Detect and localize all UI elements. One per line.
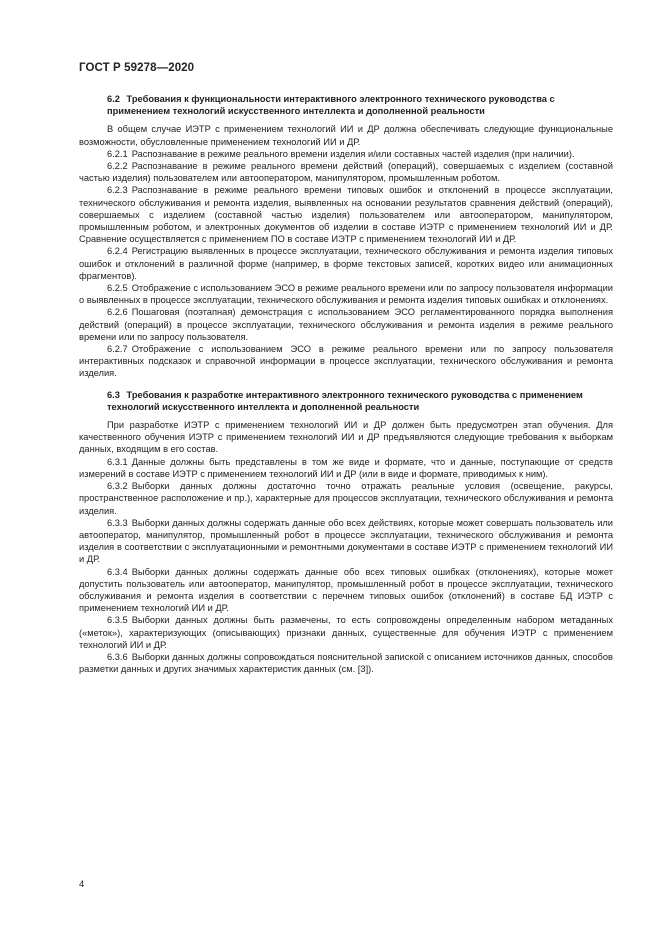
clause-paragraph: [79, 480, 613, 517]
clause-paragraph: [79, 456, 613, 480]
clause-text: Регистрацию выявленных в процессе эксплуатации, технического обслуживания и ремонта изделия типовых ошибок и отклонений в различной форме (например, в форме текстовых записей, коротких видео или анимационных фрагментов).: [79, 246, 613, 281]
clause-number: 6.2.4: [107, 246, 128, 257]
section-title: [79, 93, 613, 117]
clause-number: 6.2.5: [107, 283, 128, 294]
section-intro: При разработке ИЭТР с применением технологий ИИ и ДР должен быть предусмотрен этап обучения. Для качественного обучения ИЭТР с применением технологий ИИ и ДР предъявляются следующие требования к выборкам данных, входящим в его состав.: [79, 420, 613, 455]
clause-text: Выборки данных должны содержать данные обо всех действиях, которые может совершать пользователь или автооператор, манипулятор, промышленный робот в процессе эксплуатации, технического обслуживания и ремонта изделия в соответствии с эксплуатационными и ремонтными документами в составе ИЭТР с применением технологий ИИ и ДР.: [79, 517, 613, 565]
clause-text: Отображение с использованием ЭСО в режиме реального времени или по запросу пользователя информации о выявленных в процессе эксплуатации, технического обслуживания и ремонта изделия типовых ошибках и отклонениях.: [79, 283, 613, 306]
clause-paragraph: [79, 306, 613, 343]
clause-text: Выборки данных должны содержать данные обо всех типовых ошибках (отклонениях), которые может допустить пользователь или автооператор, манипулятор, промышленный робот в процессе эксплуатации, технического обслуживания и ремонта изделия в соответствии с перечнем типовых ошибок (отклонений) в составе БД ИЭТР с применением технологий ИИ и ДР.: [79, 566, 613, 614]
clause-text: Пошаговая (поэтапная) демонстрация с использованием ЭСО регламентированного порядка выполнения действий (операций) в процессе эксплуатации, технического обслуживания и ремонта изделия в режиме реального времени или по запросу пользователя.: [79, 307, 613, 342]
clause-number: 6.3.4: [107, 566, 128, 577]
clause-number: 6.2.1: [107, 148, 128, 159]
clause-number: 6.3.2: [107, 481, 128, 492]
clause-text: Распознавание в режиме реального времени изделия и/или составных частей изделия (при наличии).: [131, 148, 575, 159]
clause-paragraph: [79, 343, 613, 380]
section-number: 6.2: [107, 94, 120, 104]
clause-number: 6.3.3: [107, 517, 128, 528]
clause-number: 6.3.1: [107, 456, 128, 467]
clause-paragraph: [79, 282, 613, 306]
clause-text: Выборки данных должны быть размечены, то есть сопровождены определенным набором метаданных («меток»), характеризующих (описывающих) признаки данных, существенные для обучения ИЭТР с применением технологий ИИ и ДР.: [79, 615, 613, 650]
document-header: ГОСТ Р 59278—2020: [79, 62, 195, 74]
clause-text: Отображение с использованием ЭСО в режиме реального времени или по запросу пользователя интерактивных подсказок и справочной информации в процессе эксплуатации, технического обслуживания и ремонта изделия.: [79, 344, 613, 379]
section-title-text: Требования к разработке интерактивного электронного технического руководства с применением технологий искусственного интеллекта и дополненной реальности: [107, 389, 583, 412]
clause-number: 6.3.6: [107, 651, 128, 662]
clause-paragraph: [79, 160, 613, 184]
page-content: [79, 93, 613, 675]
clause-number: 6.2.3: [107, 185, 128, 196]
page-number: 4: [79, 879, 85, 890]
clause-text: Данные должны быть представлены в том же виде и формате, что и данные, поступающие от средств измерений в составе ИЭТР с применением технологий ИИ и ДР (или в виде и формате, приводимых к ним).: [79, 456, 613, 479]
clause-text: Распознавание в режиме реального времени типовых ошибок и отклонений в процессе эксплуатации, технического обслуживания и ремонта изделия, выявленных на основании результатов сравнения действий (операций), совершаемых с изделием (составной частью изделия) пользователем или автооператором, манипулятором, промышленным роботом, и электронных документов об изделии в составе ИЭТР с применением технологий ИИ и ДР. Сравнение осуществляется с применением ПО в составе ИЭТР с применением технологий ИИ и ДР.: [79, 185, 613, 245]
section-number: 6.3: [107, 389, 120, 400]
clause-paragraph: [79, 614, 613, 651]
clause-number: 6.2.6: [107, 307, 128, 318]
clause-number: 6.2.7: [107, 344, 128, 355]
clause-text: Распознавание в режиме реального времени действий (операций), совершаемых с изделием (составной частью изделия) пользователем или автооператором, манипулятором, промышленным роботом.: [79, 161, 613, 184]
clause-paragraph: [79, 566, 613, 615]
section-intro: В общем случае ИЭТР с применением технологий ИИ и ДР должна обеспечивать следующие функциональные возможности, обусловленные применением технологий ИИ и ДР.: [79, 124, 613, 147]
clause-paragraph: [79, 245, 613, 282]
clause-paragraph: [79, 651, 613, 675]
clause-paragraph: [79, 148, 613, 160]
clause-text: Выборки данных должны сопровождаться пояснительной запиской с описанием источников данных, способов разметки данных и других значимых характеристик данных (см. [3]).: [79, 651, 613, 675]
clause-paragraph: [79, 517, 613, 566]
clause-number: 6.2.2: [107, 161, 128, 172]
section-title-text: Требования к функциональности интерактивного электронного технического руководства с применением технологий искусственного интеллекта и дополненной реальности: [107, 94, 555, 117]
clause-paragraph: [79, 184, 613, 245]
clause-number: 6.3.5: [107, 615, 128, 626]
clause-text: Выборки данных должны достаточно точно отражать реальные условия (освещение, ракурсы, пространственное расположение и пр.), характерные для процессов эксплуатации, технического обслуживания и ремонта изделия.: [79, 481, 613, 516]
section-title: [79, 389, 613, 413]
